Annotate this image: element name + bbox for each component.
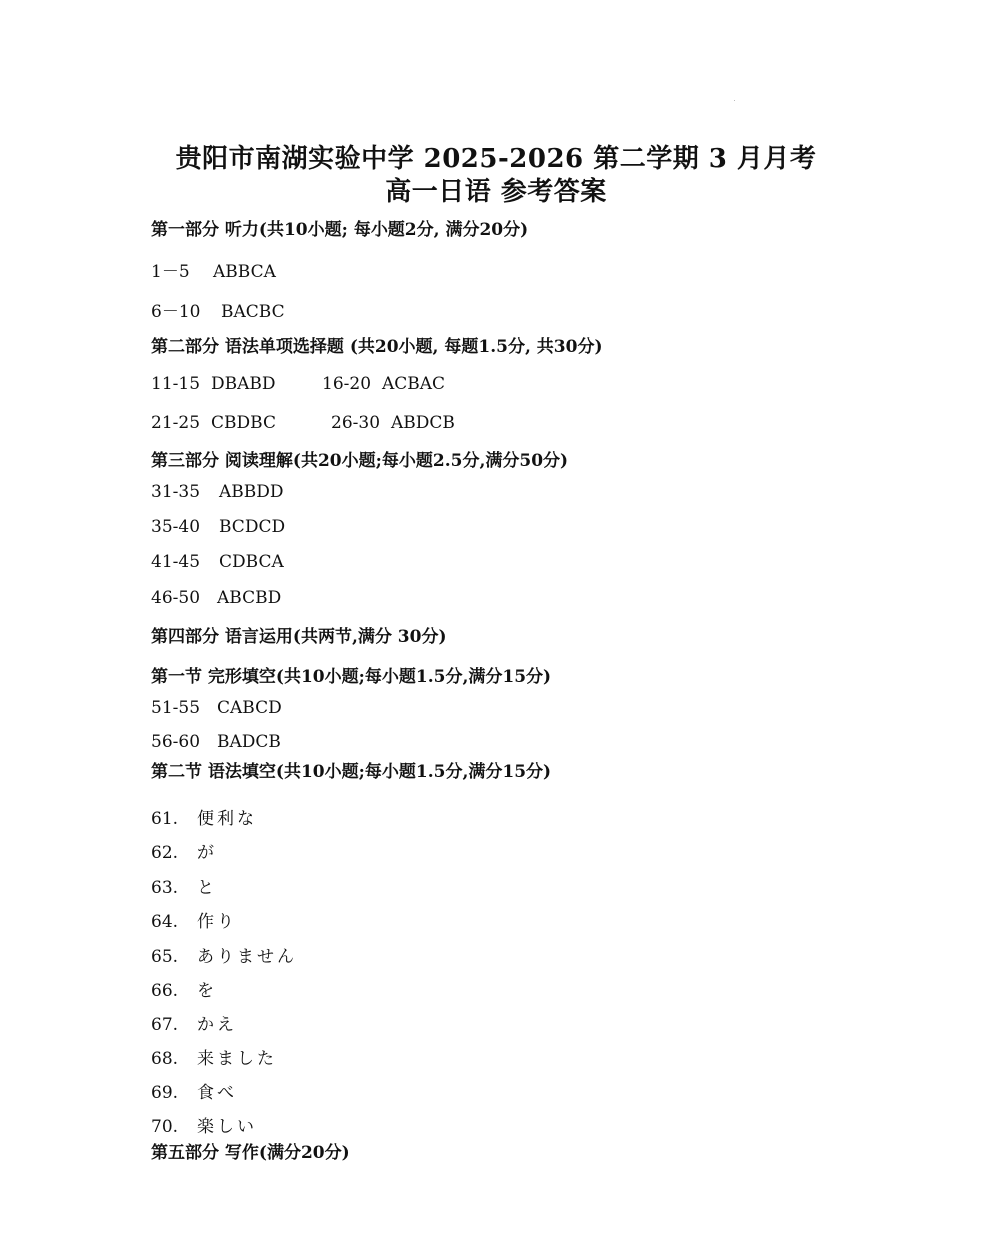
part3-heading: 第三部分 阅读理解(共20小题;每小题2.5分,满分50分) xyxy=(151,451,569,471)
fill-item-66 xyxy=(151,976,217,1001)
part2-heading: 第二部分 语法单项选择题 (共20小题, 每题1.5分, 共30分) xyxy=(151,337,603,357)
item-answer: かえ xyxy=(197,1015,237,1035)
answer-range: 51-55 xyxy=(151,698,201,718)
fill-item-61 xyxy=(151,804,257,829)
fill-item-64 xyxy=(151,907,237,932)
part2-row-2-right xyxy=(331,413,455,433)
answer-range: 46-50 xyxy=(151,588,201,608)
item-answer: 楽しい xyxy=(197,1117,257,1137)
item-number: 64. xyxy=(151,912,179,932)
document-subtitle: 高一日语 参考答案 xyxy=(385,177,607,207)
answer-range: 41-45 xyxy=(151,552,201,572)
answer-value: DBABD xyxy=(211,374,276,394)
part1-row-2 xyxy=(151,297,285,322)
part4-section1-row-1 xyxy=(151,698,282,718)
item-answer: 来ました xyxy=(197,1049,277,1069)
fill-item-69 xyxy=(151,1078,237,1103)
part1-heading: 第一部分 听力(共10小题; 每小题2分, 满分20分) xyxy=(151,220,529,240)
part4-section1-heading: 第一节 完形填空(共10小题;每小题1.5分,满分15分) xyxy=(151,667,552,687)
document-title: 贵阳市南湖实验中学 2025-2026 第二学期 3 月月考 xyxy=(175,144,817,174)
item-number: 67. xyxy=(151,1015,179,1035)
part3-row-1 xyxy=(151,482,284,502)
answer-value: BADCB xyxy=(217,732,281,752)
item-answer: ありません xyxy=(197,947,297,967)
answer-value: ABDCB xyxy=(391,413,455,433)
item-number: 63. xyxy=(151,878,179,898)
answer-range: 6－10 xyxy=(151,302,201,322)
answer-range: 21-25 xyxy=(151,413,201,433)
answer-value: CABCD xyxy=(217,698,282,718)
answer-range: 11-15 xyxy=(151,374,201,394)
answer-range: 26-30 xyxy=(331,413,381,433)
item-number: 62. xyxy=(151,843,179,863)
part3-row-2 xyxy=(151,517,285,537)
item-number: 68. xyxy=(151,1049,179,1069)
answer-value: ABBCA xyxy=(213,262,276,282)
item-answer: が xyxy=(197,843,217,863)
answer-range: 56-60 xyxy=(151,732,201,752)
fill-item-67 xyxy=(151,1010,237,1035)
answer-range: 1－5 xyxy=(151,262,190,282)
answer-range: 35-40 xyxy=(151,517,201,537)
item-answer: 作り xyxy=(197,912,237,932)
item-answer: 便利な xyxy=(197,809,257,829)
answer-value: ACBAC xyxy=(382,374,446,394)
item-answer: を xyxy=(197,981,217,1001)
part3-row-4 xyxy=(151,588,281,608)
item-answer: 食べ xyxy=(197,1083,237,1103)
answer-value: CBDBC xyxy=(211,413,276,433)
scan-speck xyxy=(734,100,735,101)
answer-value: BCDCD xyxy=(219,517,286,537)
fill-item-65 xyxy=(151,942,297,967)
answer-value: ABBDD xyxy=(219,482,284,502)
part4-section1-row-2 xyxy=(151,732,281,752)
part5-heading: 第五部分 写作(满分20分) xyxy=(151,1143,350,1163)
fill-item-62 xyxy=(151,838,217,863)
item-number: 65. xyxy=(151,947,179,967)
answer-range: 16-20 xyxy=(322,374,372,394)
answer-value: CDBCA xyxy=(219,552,284,572)
fill-item-70 xyxy=(151,1112,257,1137)
part4-heading: 第四部分 语言运用(共两节,满分 30分) xyxy=(151,627,447,647)
item-number: 70. xyxy=(151,1117,179,1137)
part2-row-2-left xyxy=(151,413,276,433)
part1-row-1 xyxy=(151,257,276,282)
item-number: 66. xyxy=(151,981,179,1001)
fill-item-68 xyxy=(151,1044,277,1069)
item-answer: と xyxy=(197,878,217,898)
part3-row-3 xyxy=(151,552,284,572)
part2-row-1-left xyxy=(151,374,276,394)
answer-value: BACBC xyxy=(221,302,285,322)
part2-row-1-right xyxy=(322,374,445,394)
answer-value: ABCBD xyxy=(217,588,282,608)
fill-item-63 xyxy=(151,873,217,898)
item-number: 61. xyxy=(151,809,179,829)
answer-range: 31-35 xyxy=(151,482,201,502)
item-number: 69. xyxy=(151,1083,179,1103)
part4-section2-heading: 第二节 语法填空(共10小题;每小题1.5分,满分15分) xyxy=(151,762,552,782)
